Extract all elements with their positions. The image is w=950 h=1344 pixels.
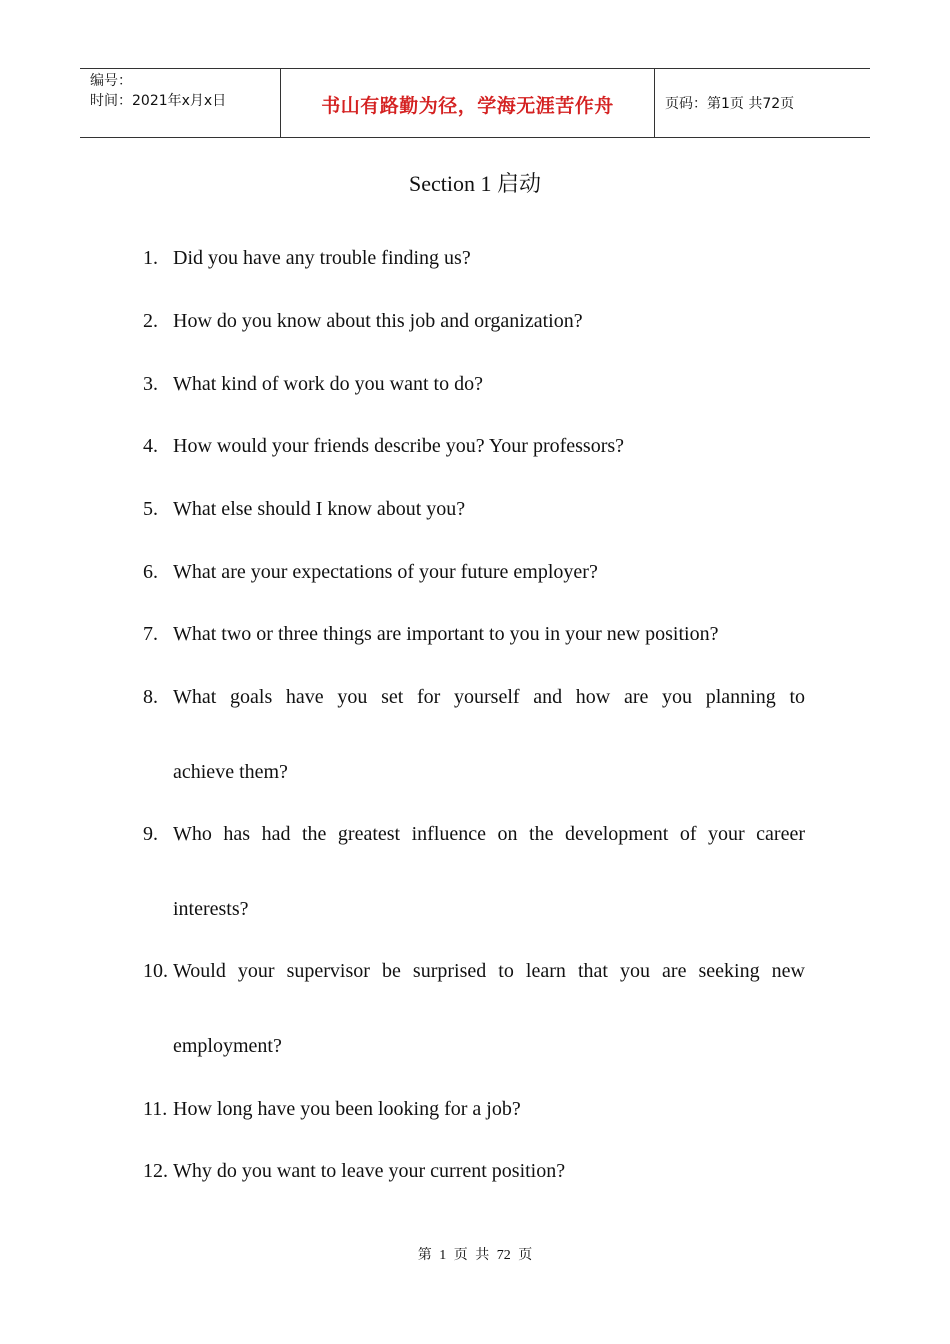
section-title: Section 1 启动: [409, 171, 541, 196]
question-number: 7.: [143, 623, 158, 645]
header-motto: 书山有路勤为径，学海无涯苦作舟: [321, 95, 614, 117]
header-left-cell: [80, 69, 281, 137]
question-number: 12.: [143, 1160, 168, 1182]
question-number: 9.: [143, 823, 158, 845]
question-text: What goals have you set for yourself and how are you planning to: [173, 686, 805, 708]
header-page-info: 页码：第1页 共72页: [665, 96, 795, 112]
header-right-cell: [655, 69, 870, 137]
page-footer: 第 1 页 共 72 页: [417, 1248, 533, 1263]
date-label: 时间：2021年x月x日: [90, 93, 227, 109]
question-number: 5.: [143, 498, 158, 520]
question-text: What kind of work do you want to do?: [173, 373, 483, 395]
question-text: Who has had the greatest influence on the development of your career: [173, 823, 805, 845]
question-number: 1.: [143, 247, 158, 269]
question-text: Would your supervisor be surprised to learn that you are seeking new: [173, 960, 805, 982]
question-text-continued: employment?: [173, 1035, 282, 1057]
question-number: 6.: [143, 561, 158, 583]
document-header: [80, 68, 870, 138]
question-text: How would your friends describe you? Your professors?: [173, 435, 625, 457]
question-text: What are your expectations of your future employer?: [173, 561, 598, 583]
question-number: 8.: [143, 686, 158, 708]
question-text-continued: interests?: [173, 898, 249, 920]
question-number: 3.: [143, 373, 158, 395]
code-label: 编号：: [90, 73, 132, 89]
question-text: How long have you been looking for a job?: [173, 1098, 521, 1120]
question-number: 11.: [143, 1098, 168, 1120]
question-number: 10.: [143, 960, 168, 982]
question-text: What two or three things are important to you in your new position?: [173, 623, 719, 645]
question-text-continued: achieve them?: [173, 761, 288, 783]
question-number: 2.: [143, 310, 158, 332]
question-text: How do you know about this job and organization?: [173, 310, 583, 332]
question-text: Did you have any trouble finding us?: [173, 247, 471, 269]
question-text: What else should I know about you?: [173, 498, 466, 520]
question-text: Why do you want to leave your current position?: [173, 1160, 566, 1182]
header-middle-cell: [281, 69, 655, 137]
question-number: 4.: [143, 435, 158, 457]
